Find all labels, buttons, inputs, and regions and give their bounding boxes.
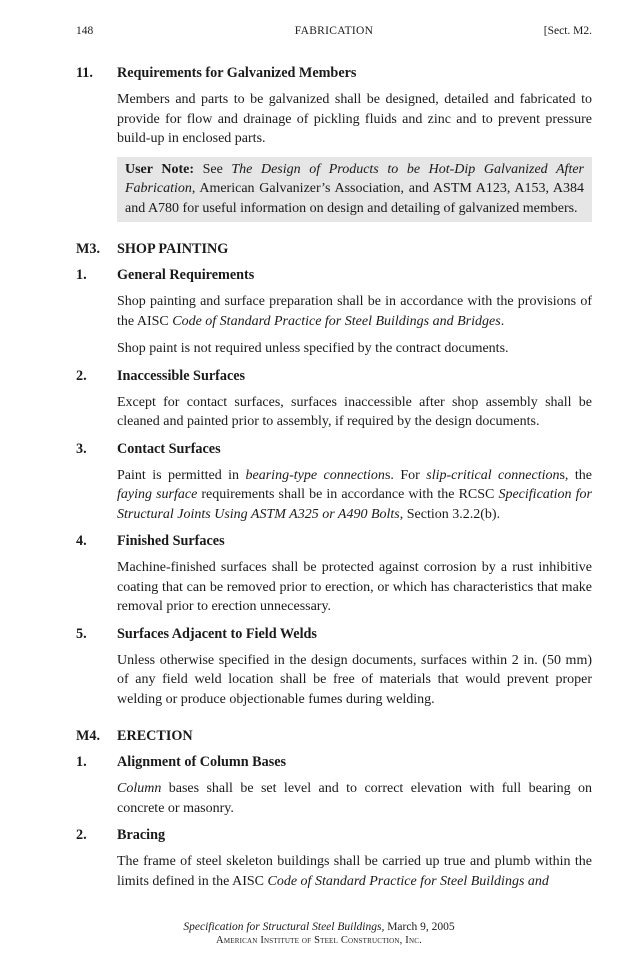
heading-title: Finished Surfaces [117,533,225,549]
heading-number: 2. [76,827,87,843]
text-run: , Section 3.2.2(b). [399,506,501,522]
heading-title: Bracing [117,827,166,843]
subsection-heading-m4-2 [76,826,592,844]
user-note-box [117,157,592,223]
subsection-heading-m3-5 [76,625,592,643]
text-run: s. For [384,467,427,483]
heading-number: M3. [76,241,101,257]
subsection-heading-m3-3 [76,440,592,458]
paragraph-shop-paint: Shop paint is not required unless specified by the contract documents. [117,341,509,356]
running-head [76,24,592,38]
heading-number: 1. [76,754,87,770]
footer-date: March 9, 2005 [384,921,455,933]
paragraph-column-bases [117,779,592,818]
text-run: . [500,313,505,329]
user-note-text-end: , American Galvanizer’s Association, and ASTM A123, A153, A384 and A780 for useful information on design and detailing of galvanized members. [125,181,584,216]
paragraph-general-requirements [117,292,592,331]
heading-title: Surfaces Adjacent to Field Welds [117,625,317,642]
heading-number: 4. [76,533,87,549]
paragraph-bracing [117,852,592,891]
section-reference: [Sect. M2. [543,25,592,37]
user-note-label: User Note: [125,161,194,177]
heading-title: General Requirements [117,267,255,283]
paragraph-contact-surfaces [117,466,592,525]
footer-spec-title: Specification for Structural Steel Buildings, [183,921,385,933]
body-text [76,64,592,899]
heading-title: SHOP PAINTING [117,241,229,257]
term-italic: slip-critical connection [426,467,560,483]
heading-title: ERECTION [117,728,193,744]
section-heading-11 [76,64,592,82]
page-number: 148 [76,25,94,37]
footer-spec-line [0,920,638,934]
heading-number: 3. [76,440,87,457]
paragraph-finished-surfaces: Machine-finished surfaces shall be protected against corrosion by a rust inhibitive coating that can be removed prior to erection, or which has characteristics that make removal prior to erection unnecessary. [117,560,592,614]
text-run: Shop painting and surface preparation shall be in accordance with the provisions of the AISC [117,294,592,329]
paragraph-galvanized: Members and parts to be galvanized shall be designed, detailed and fabricated to provide for flow and drainage of pickling fluids and zinc and to prevent pressure build-up in enclosed parts. [117,92,592,146]
subsection-heading-m3-1 [76,266,592,284]
section-spacer [76,717,592,727]
heading-number: M4. [76,728,101,744]
heading-title: Requirements for Galvanized Members [117,65,357,81]
heading-number: 2. [76,367,87,384]
citation-italic: Code of Standard Practice for Steel Buildings and [267,873,549,889]
heading-title: Contact Surfaces [117,440,221,457]
text-run: s, the [559,467,592,483]
user-note-text: See [193,161,232,177]
term-italic: faying surface [117,487,198,502]
term-italic: bearing-type connection [245,467,385,483]
footer-publisher: American Institute of Steel Construction, Inc. [216,935,422,946]
citation-italic: Specification for Structural Joints Using ASTM A325 or A490 Bolts [117,487,592,522]
section-heading-m3 [76,240,592,258]
heading-number: 5. [76,625,87,642]
text-run: requirements shall be in accordance with the RCSC [197,487,499,502]
text-run: Paint is permitted in [117,467,246,483]
heading-number: 11. [76,65,93,81]
heading-number: 1. [76,267,87,283]
subsection-heading-m3-2 [76,367,592,385]
page-footer [0,920,638,948]
running-title: FABRICATION [294,25,374,37]
text-run: The frame of steel skeleton buildings shall be carried up true and plumb within the limits defined in the AISC [117,854,592,889]
text-run: bases shall be set level and to correct elevation with full bearing on concrete or masonry. [117,781,592,816]
paragraph-field-welds: Unless otherwise specified in the design documents, surfaces within 2 in. (50 mm) of any field weld location shall be free of materials that would prevent proper welding or produce objectionable fumes during welding. [117,652,592,707]
paragraph-inaccessible: Except for contact surfaces, surfaces inaccessible after shop assembly shall be cleaned and painted prior to assembly, if required by the design documents. [117,394,592,429]
subsection-heading-m4-1 [76,753,592,771]
section-heading-m4 [76,727,592,745]
user-note-citation: The Design of Products to be Hot-Dip Galvanized After Fabrication [125,161,584,196]
citation-italic: Code of Standard Practice for Steel Buildings and Bridges [172,313,501,329]
heading-title: Inaccessible Surfaces [117,367,246,384]
heading-title: Alignment of Column Bases [117,754,287,770]
subsection-heading-m3-4 [76,532,592,550]
term-italic: Column [117,781,162,796]
